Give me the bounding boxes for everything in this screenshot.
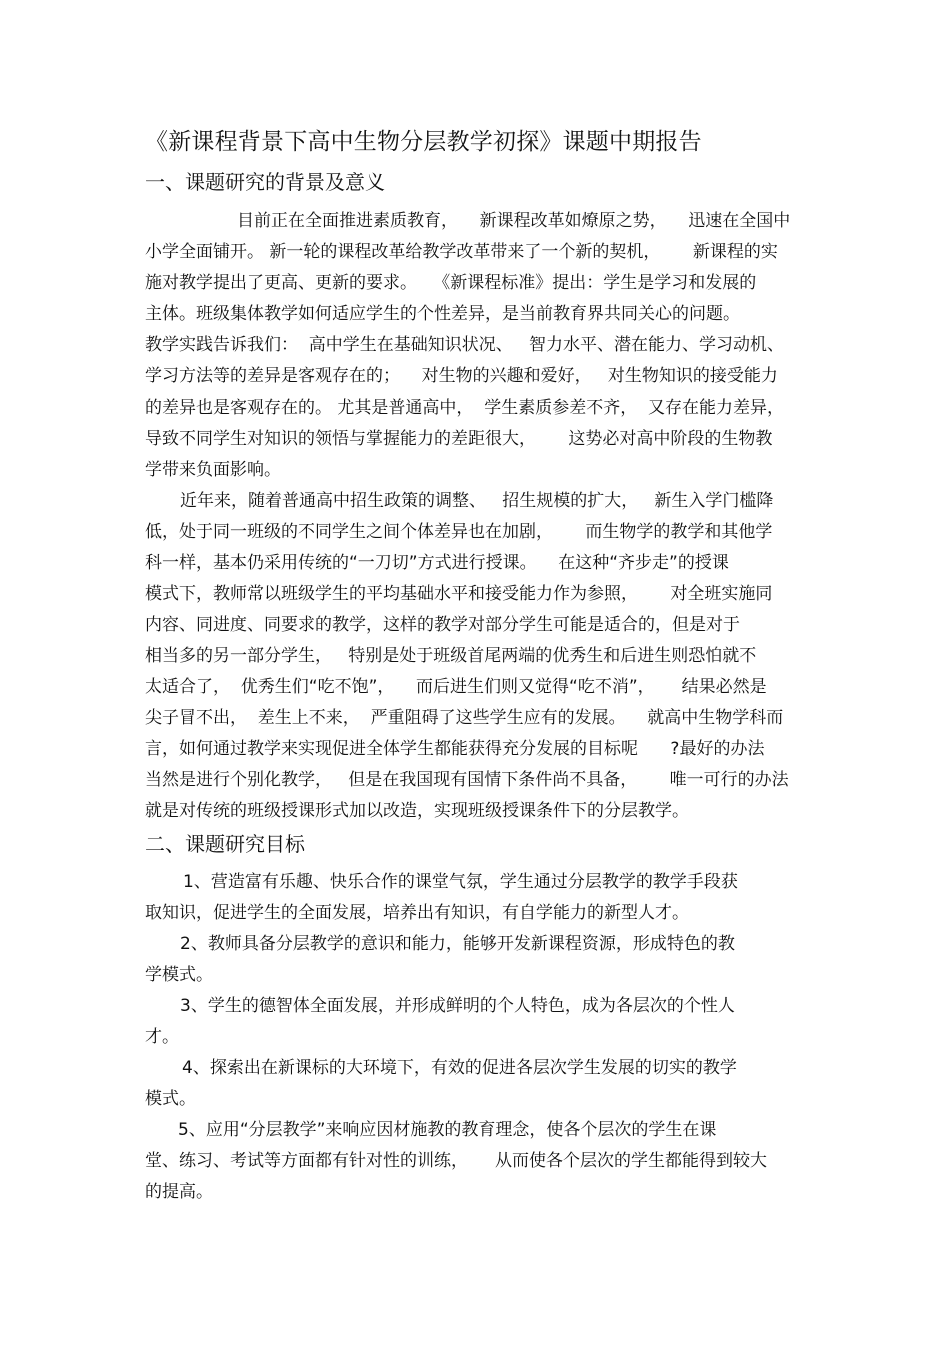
paragraph-line: 内容、同进度、同要求的教学，这样的教学对部分学生可能是适合的，但是对于 [145, 615, 740, 635]
goal-line: 的提高。 [145, 1182, 213, 1202]
goal-line: 1、营造富有乐趣、快乐合作的课堂气氛，学生通过分层教学的教学手段获 [183, 872, 738, 892]
paragraph-line: 相当多的另一部分学生， 特别是处于班级首尾两端的优秀生和后进生则恐怕就不 [145, 646, 757, 666]
paragraph-line: 导致不同学生对知识的领悟与掌握能力的差距很大， 这势必对高中阶段的生物教 [145, 429, 773, 449]
goal-line: 5、应用“分层教学”来响应因材施教的教育理念，使各个层次的学生在课 [178, 1120, 717, 1140]
paragraph-line: 当然是进行个别化教学， 但是在我国现有国情下条件尚不具备， 唯一可行的办法 [145, 770, 789, 790]
paragraph-line: 模式下，教师常以班级学生的平均基础水平和接受能力作为参照， 对全班实施同 [145, 584, 773, 604]
goal-line: 4、探索出在新课标的大环境下，有效的促进各层次学生发展的切实的教学 [182, 1058, 737, 1078]
paragraph-line: 教学实践告诉我们： 高中学生在基础知识状况、 智力水平、潜在能力、学习动机、 [145, 335, 785, 355]
paragraph-line: 学习方法等的差异是客观存在的； 对生物的兴趣和爱好， 对生物知识的接受能力 [145, 366, 778, 386]
paragraph-line: 的差异也是客观存在的。 尤其是普通高中， 学生素质参差不齐， 又存在能力差异， [145, 398, 785, 418]
paragraph-line: 小学全面铺开。 新一轮的课程改革给教学改革带来了一个新的契机， 新课程的实 [145, 242, 778, 262]
paragraph-line: 主体。班级集体教学如何适应学生的个性差异，是当前教育界共同关心的问题。 [145, 304, 740, 324]
paragraph-line: 目前正在全面推进素质教育， 新课程改革如燎原之势， 迅速在全国中 [237, 211, 791, 231]
section-heading-goals: 二、课题研究目标 [145, 832, 305, 856]
paragraph-line: 尖子冒不出， 差生上不来， 严重阻碍了这些学生应有的发展。 就高中生物学科而 [145, 708, 784, 728]
goal-line: 学模式。 [145, 965, 213, 985]
goal-line: 才。 [145, 1027, 179, 1047]
paragraph-line: 近年来，随着普通高中招生政策的调整、 招生规模的扩大， 新生入学门槛降 [180, 491, 774, 511]
goal-line: 取知识，促进学生的全面发展，培养出有知识，有自学能力的新型人才。 [145, 903, 689, 923]
paragraph-line: 科一样，基本仍采用传统的“一刀切”方式进行授课。 在这种“齐步走”的授课 [145, 553, 729, 573]
paragraph-line: 学带来负面影响。 [145, 460, 281, 480]
goal-line: 堂、练习、考试等方面都有针对性的训练， 从而使各个层次的学生都能得到较大 [145, 1151, 768, 1171]
paragraph-line: 低，处于同一班级的不同学生之间个体差异也在加剧， 而生物学的教学和其他学 [145, 522, 773, 542]
paragraph-line: 太适合了， 优秀生们“吃不饱”， 而后进生们则又觉得“吃不消”， 结果必然是 [145, 677, 767, 697]
goal-line: 模式。 [145, 1089, 196, 1109]
paragraph-line: 施对教学提出了更高、更新的要求。 《新课程标准》提出：学生是学习和发展的 [145, 273, 757, 293]
section-heading-background: 一、课题研究的背景及意义 [145, 170, 385, 194]
goal-line: 2、教师具备分层教学的意识和能力，能够开发新课程资源，形成特色的教 [180, 934, 735, 954]
document-title: 《新课程背景下高中生物分层教学初探》课题中期报告 [145, 129, 702, 155]
goal-line: 3、学生的德智体全面发展，并形成鲜明的个人特色，成为各层次的个性人 [180, 996, 735, 1016]
paragraph-line: 就是对传统的班级授课形式加以改造，实现班级授课条件下的分层教学。 [145, 801, 689, 821]
paragraph-line: 言，如何通过教学来实现促进全体学生都能获得充分发展的目标呢 ?最好的办法 [145, 739, 765, 759]
